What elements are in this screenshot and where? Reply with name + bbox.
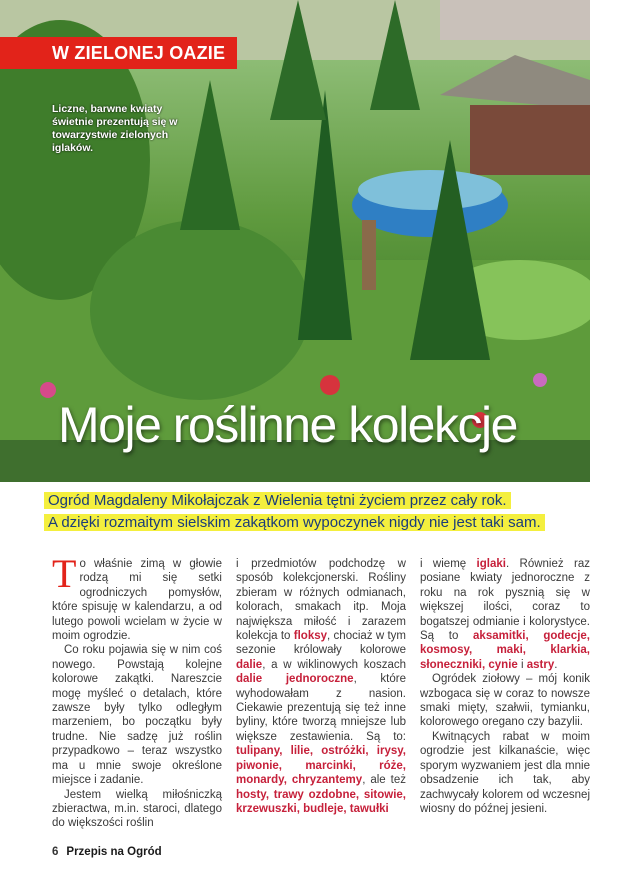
section-badge: W ZIELONEJ OAZIE [0,37,237,69]
plant-name: dalie jednoroczne [236,673,354,686]
plant-name: tulipany, lilie, ostróżki, irysy, piwonie, marcinki, róże, monardy, chryzantemy [236,745,406,787]
paragraph: Kwitnących rabat w moim ogrodzie jest kilkanaście, więc sporym wyzwaniem jest dla mnie obsadzenie ich tak, aby zachwycały kolorem od wczesnej wiosny do późnej jesieni. [420,730,590,815]
plant-name: iglaki [476,558,506,570]
column-1 [52,551,222,831]
paragraph [420,557,590,672]
text: i przedmiotów podchodzę w sposób kolekcjonerski. Rośliny zbieram w różnych odmianach, kolorach, smakach itp. Moja największa miłość i zarazem kolekcja to [236,558,406,643]
page-number: 6 [52,846,59,858]
plant-name: aksamitki, godecje, kosmosy, maki, klarkia, słoneczniki, cynie [420,630,590,671]
plant-name: astry [526,658,555,671]
photo-caption: Liczne, barwne kwiaty świetnie prezentują się w towarzystwie zielonych iglaków. [52,103,178,154]
plant-name: dalie [236,658,263,671]
column-3 [420,557,590,831]
text: , chociaż w tym sezonie królowały kolorowe [236,630,406,657]
lead-paragraph [44,490,592,534]
text: . Również raz posiane kwiaty jednoroczne z roku na rok pysznią się w większej ilości, coraz to bogatszej odmianie i kolorystyce. Są to [420,558,590,643]
paragraph [52,551,222,643]
article-columns [52,551,592,831]
text: , które wyhodowałam z nasion. Ciekawie prezentują się też inne byliny, które tworzą mniejsze lub większe zestawienia. Są to: [236,673,406,743]
headline: Moje roślinne kolekcje [58,397,517,453]
text: . [554,658,558,671]
text: i [517,658,527,671]
drop-cap: T [52,551,77,596]
text: , ale też [362,774,406,787]
plant-name: floksy [293,630,328,643]
plant-name: hosty, trawy ozdobne, sitowie, krzewuszki, budleje, tawułki [236,788,406,815]
text: o właśnie zimą w głowie rodzą mi się setki ogrodniczych pomysłów, które spisuję w kalendarzu, a od lutego powoli wcielam w życie w moim ogrodzie. [52,558,222,643]
paragraph [236,557,406,816]
lead-line-2: A dzięki rozmaitym sielskim zakątkom wypoczynek nigdy nie jest taki sam. [44,514,545,531]
magazine-name: Przepis na Ogród [66,846,162,858]
paragraph: Co roku pojawia się w nim coś nowego. Powstają kolejne kolorowe zakątki. Nareszcie mogę myśleć o detalach, które zawsze były tylko odległym marzeniem, bo początku były trudne. Nie sadzę już roślin przypadkowo – teraz wszystko ma u mnie swoje określone miejsce i zadanie. [52,644,222,787]
text: , a w wiklinowych koszach [262,658,406,671]
page-footer [52,846,162,858]
text: i wiemę [420,558,477,570]
paragraph: Ogródek ziołowy – mój konik wzbogaca się w coraz to nowsze smaki mięty, szałwii, tymianku, kolorowego oregano czy bazylii. [420,673,590,729]
lead-line-1: Ogród Magdaleny Mikołajczak z Wielenia tętni życiem przez cały rok. [44,492,511,509]
paragraph: Jestem wielką miłośniczką zbieractwa, m.in. staroci, dlatego do większości roślin [52,788,222,830]
column-2 [236,557,406,831]
